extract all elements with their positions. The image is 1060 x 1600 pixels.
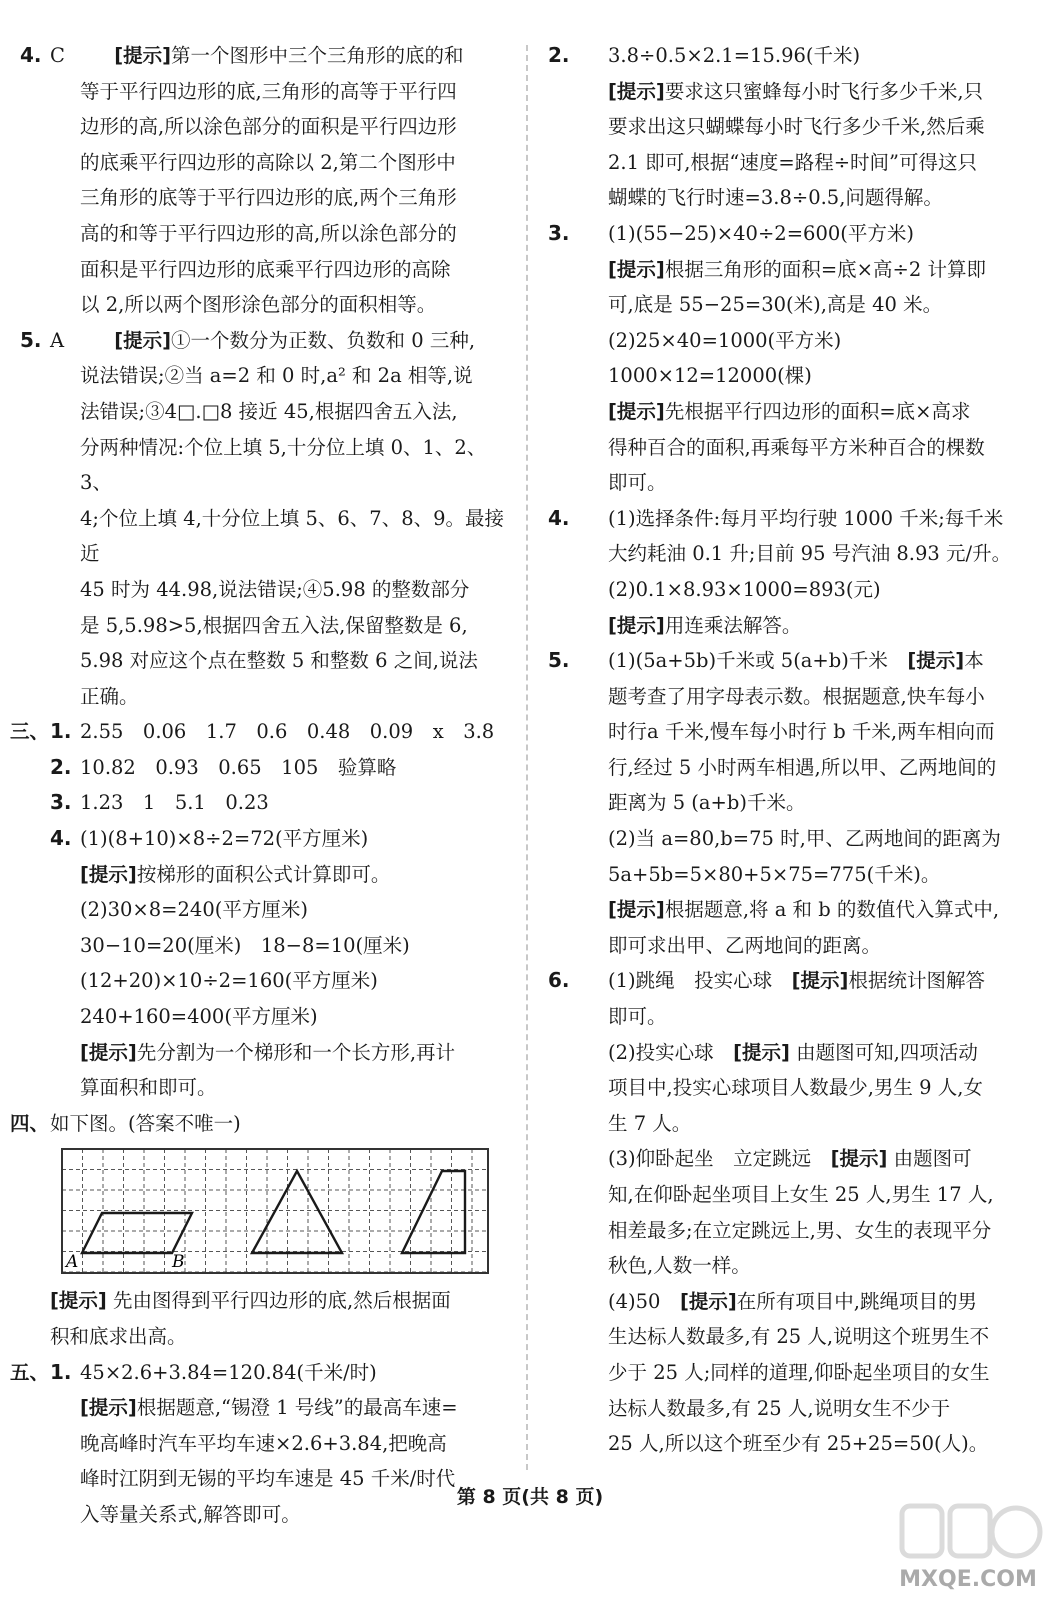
text-line: 可,底是 55−25=30(米),高是 40 米。: [608, 293, 943, 317]
text-line: 生 7 人。: [608, 1111, 692, 1135]
page-footer: 第 8 页(共 8 页): [456, 1486, 604, 1508]
text-line: 行,经过 5 小时两车相遇,所以甲、乙两地间的: [608, 755, 997, 779]
parallelogram-grid-drawing: [60, 1147, 490, 1275]
text-line: 4;个位上填 4,十分位上填 5、6、7、8、9。最接近: [80, 506, 505, 566]
text-line: 要求出这只蝴蝶每小时飞行多少千米,然后乘: [608, 115, 985, 139]
hint-tag: [提示]: [733, 1040, 790, 1064]
item-number: 3.: [50, 790, 72, 815]
text-line: 蝴蝶的飞行时速=3.8÷0.5,问题得解。: [608, 186, 943, 210]
text-line: 按梯形的面积公式计算即可。: [136, 862, 391, 886]
text-line: 由题图可: [887, 1147, 972, 1171]
text-line: 240+160=400(平方厘米): [80, 1005, 318, 1029]
item-number: 5.: [548, 648, 570, 673]
answer-item-r6: [548, 963, 1030, 1461]
hint-tag: [提示]: [80, 1396, 137, 1420]
text-line: (1)选择条件:每月平均行驶 1000 千米;每千米: [608, 506, 1004, 530]
section-mark: 五、: [10, 1360, 50, 1384]
text-line: 高的和等于平行四边形的高,所以涂色部分的: [80, 221, 457, 245]
text-line: 即可。: [608, 1005, 667, 1029]
item-number: 4.: [548, 505, 570, 530]
text-line: 45 时为 44.98,说法错误;④5.98 的整数部分: [80, 577, 470, 601]
text-line: 即可。: [608, 471, 667, 495]
equation: 1000×12=12000(棵): [608, 364, 812, 388]
text-line: 在所有项目中,跳绳项目的男: [736, 1289, 977, 1313]
answer-item-r3: [548, 216, 1030, 501]
answer-choice: C: [50, 44, 65, 67]
text-line: 时行a 千米,慢车每小时行 b 千米,两车相向而: [608, 720, 995, 744]
section-three: [10, 714, 506, 1106]
answer-choice: A: [50, 328, 65, 352]
right-column: [548, 38, 1030, 1462]
item-number: 3.: [548, 220, 570, 245]
text-line: 相差最多;在立定跳远上,男、女生的表现平分: [608, 1218, 992, 1242]
point-label-a: A: [66, 1252, 79, 1273]
text-line: 本: [964, 649, 984, 673]
text-line: 距离为 5 (a+b)千米。: [608, 791, 806, 815]
text-line: 30−10=20(厘米) 18−8=10(厘米): [80, 933, 410, 957]
answer-row: 2.55 0.06 1.7 0.6 0.48 0.09 x 3.8: [80, 720, 495, 744]
text-line: 根据三角形的面积=底×高÷2 计算即: [664, 257, 986, 281]
watermark-logo: [888, 1498, 1048, 1594]
grid-figure: [10, 1147, 506, 1275]
hint-tag: [提示]: [114, 328, 172, 352]
text-line: 面积是平行四边形的底乘平行四边形的高除: [80, 257, 451, 281]
text-line: 达标人数最多,有 25 人,说明女生不少于: [608, 1396, 951, 1420]
answer-row: 10.82 0.93 0.65 105 验算略: [80, 755, 397, 779]
equation: 3.8÷0.5×2.1=15.96(千米): [608, 44, 861, 67]
text-line: 峰时江阴到无锡的平均车速是 45 千米/时代: [80, 1467, 456, 1491]
text-line: 得种百合的面积,再乘每平方米种百合的棵数: [608, 435, 985, 459]
text-line: 以 2,所以两个图形涂色部分的面积相等。: [80, 293, 437, 317]
text-line: (1)(5a+5b)千米或 5(a+b)千米: [608, 649, 908, 673]
text-line: 要求这只蜜蜂每小时飞行多少千米,只: [664, 79, 984, 103]
text-line: 积和底求出高。: [50, 1325, 187, 1348]
item-number: 2.: [50, 754, 72, 779]
hint-tag: [提示]: [608, 399, 665, 423]
text-line: 三角形的底等于平行四边形的底,两个三角形: [80, 186, 457, 210]
text-line: 项目中,投实心球项目人数最少,男生 9 人,女: [608, 1076, 983, 1100]
hint-tag: [提示]: [907, 649, 965, 673]
text-line: (2)当 a=80,b=75 时,甲、乙两地间的距离为: [608, 827, 1001, 851]
text-line: 2.1 即可,根据“速度=路程÷时间”可得这只: [608, 150, 978, 174]
text-line: (3)仰卧起坐 立定跳远: [608, 1147, 831, 1171]
text-line: 根据题意,将 a 和 b 的数值代入算式中,: [664, 898, 1000, 922]
text-line: 说法错误;②当 a=2 和 0 时,a² 和 2a 相等,说: [80, 364, 473, 388]
left-column: [10, 38, 506, 1533]
point-label-b: B: [172, 1252, 185, 1273]
text-line: 即可求出甲、乙两地间的距离。: [608, 933, 882, 957]
hint-tag: [提示]: [791, 969, 849, 993]
text-line: 第一个图形中三个三角形的底的和: [171, 44, 464, 67]
text-line: 秋色,人数一样。: [608, 1254, 751, 1278]
hint-tag: [提示]: [608, 257, 665, 281]
text-line: 晚高峰时汽车平均车速×2.6+3.84,把晚高: [80, 1431, 447, 1455]
text-line: 根据题意,“锡澄 1 号线”的最高车速=: [136, 1396, 458, 1420]
watermark-glyph-icon: [902, 1506, 1040, 1556]
answer-item-r5: [548, 643, 1030, 963]
section-mark: 三、: [10, 720, 50, 744]
text-line: 根据统计图解答: [848, 969, 985, 993]
answer-row: 1.23 1 5.1 0.23: [80, 791, 269, 815]
text-line: 边形的高,所以涂色部分的面积是平行四边形: [80, 115, 457, 139]
answer-row: (1)(8+10)×8÷2=72(平方厘米): [80, 827, 369, 851]
text-line: 大约耗油 0.1 升;目前 95 号汽油 8.93 元/升。: [608, 542, 1012, 566]
text-line: 题考查了用字母表示数。根据题意,快车每小: [608, 684, 985, 708]
column-divider: [526, 45, 528, 1470]
text-line: (4)50: [608, 1289, 680, 1313]
parallelogram-shape-3: [402, 1171, 465, 1253]
text-line: (12+20)×10÷2=160(平方厘米): [80, 969, 378, 993]
text-line: 入等量关系式,解答即可。: [80, 1502, 301, 1526]
text-line: 法错误;③4□.□8 接近 45,根据四舍五入法,: [80, 399, 458, 423]
text-line: 正确。: [80, 684, 139, 708]
text-line: 由题图可知,四项活动: [789, 1040, 978, 1064]
text-line: (1)跳绳 投实心球: [608, 969, 792, 993]
text-line: 5.98 对应这个点在整数 5 和整数 6 之间,说法: [80, 649, 478, 673]
equation: (2)25×40=1000(平方米): [608, 328, 842, 352]
answer-item-5: [20, 323, 506, 715]
item-number: 2.: [548, 43, 570, 67]
text-line: ①一个数分为正数、负数和 0 三种,: [171, 328, 476, 352]
item-number: 6.: [548, 968, 570, 993]
equation: (1)(55−25)×40÷2=600(平方米): [608, 221, 914, 245]
answer-item-r2: [548, 38, 1030, 216]
hint-tag: [提示]: [830, 1147, 888, 1171]
hint-tag: [提示]: [50, 1289, 107, 1313]
item-number: 1.: [50, 1359, 72, 1384]
text-line: 等于平行四边形的底,三角形的高等于平行四: [80, 79, 457, 103]
hint-tag: [提示]: [679, 1289, 737, 1313]
item-number: 1.: [50, 719, 72, 744]
answer-item-4: [20, 38, 506, 323]
hint-tag: [提示]: [80, 1040, 137, 1064]
text-line: 用连乘法解答。: [664, 613, 802, 637]
text-line: 先由图得到平行四边形的底,然后根据面: [106, 1289, 451, 1313]
text-line: 是 5,5.98>5,根据四舍五入法,保留整数是 6,: [80, 613, 468, 637]
text-line: (2)30×8=240(平方厘米): [80, 898, 308, 922]
equation: (2)0.1×8.93×1000=893(元): [608, 577, 881, 601]
text-line: 生达标人数最多,有 25 人,说明这个班男生不: [608, 1325, 990, 1349]
text-line: 的底乘平行四边形的高除以 2,第二个图形中: [80, 150, 456, 174]
parallelogram-shape-1: [82, 1213, 192, 1253]
item-number: 4.: [50, 826, 72, 851]
text-line: 分两种情况:个位上填 5,十分位上填 0、1、2、3、: [80, 435, 487, 495]
section-four: [10, 1106, 506, 1355]
hint-tag: [提示]: [80, 862, 137, 886]
text-line: 算面积和即可。: [80, 1076, 217, 1100]
text-line: 25 人,所以这个班至少有 25+25=50(人)。: [608, 1432, 989, 1456]
equation: 5a+5b=5×80+5×75=775(千米)。: [608, 862, 941, 886]
item-number: 5.: [20, 327, 42, 352]
hint-tag: [提示]: [608, 79, 665, 103]
text-line: 少于 25 人;同样的道理,仰卧起坐项目的女生: [608, 1360, 990, 1384]
equation: 45×2.6+3.84=120.84(千米/时): [80, 1360, 377, 1384]
text-line: (2)投实心球: [608, 1040, 734, 1064]
text-line: 先分割为一个梯形和一个长方形,再计: [136, 1040, 456, 1064]
hint-tag: [提示]: [608, 898, 665, 922]
hint-tag: [提示]: [114, 44, 172, 67]
text-line: 先根据平行四边形的面积=底×高求: [664, 399, 971, 423]
section-title: 如下图。(答案不唯一): [50, 1111, 241, 1135]
section-mark: 四、: [10, 1111, 50, 1135]
answer-item-r4: [548, 501, 1030, 643]
hint-tag: [提示]: [608, 613, 665, 637]
text-line: 知,在仰卧起坐项目上女生 25 人,男生 17 人,: [608, 1183, 994, 1206]
item-number: 4.: [20, 43, 42, 67]
watermark-text: MXQE.COM: [899, 1567, 1037, 1592]
